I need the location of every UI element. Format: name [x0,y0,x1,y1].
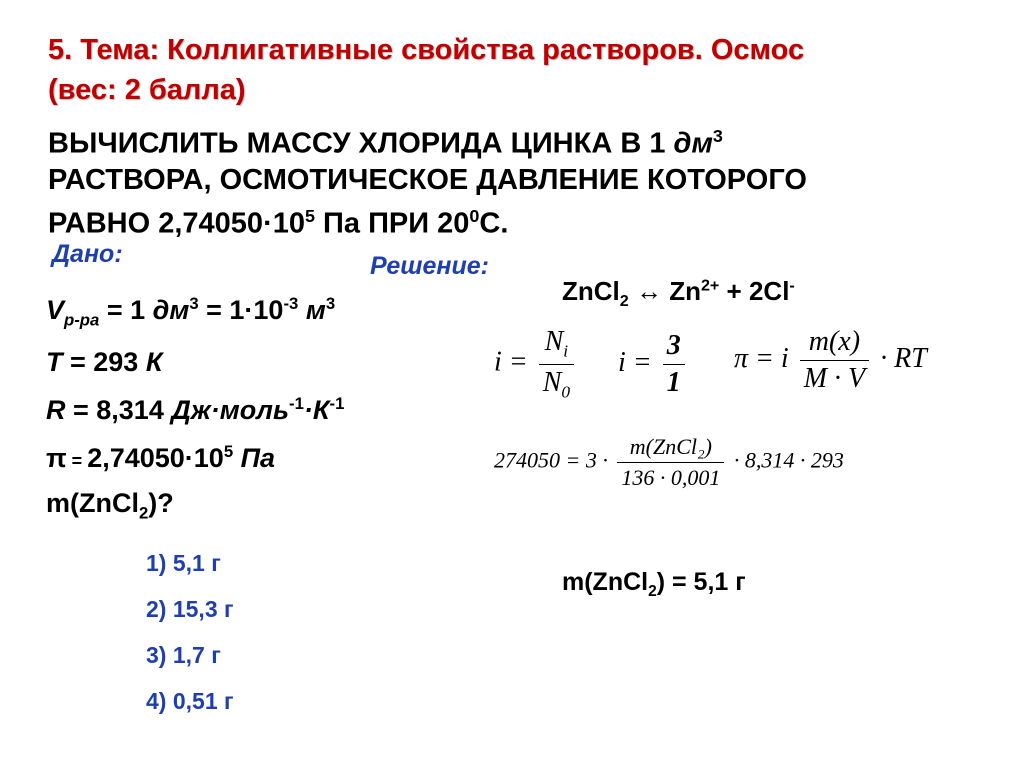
given-text: = 1·10 [198,295,284,325]
solution-label: Решение: [370,252,489,280]
given-sub: р-ра [64,310,100,330]
formula-vant-hoff-ratio [494,326,578,402]
slide-title [48,30,804,110]
fraction-numerator: m(ZnCl₂) [629,434,712,459]
reaction-sup: - [789,276,795,295]
given-sup: -1 [329,394,345,414]
reaction-text: + 2Cl [719,276,790,306]
fraction-numerator: 3 [666,330,681,361]
given-volume [46,286,344,338]
problem-sup: 5 [304,205,315,226]
given-text: = 8,314 [65,395,172,426]
given-sup: 5 [223,442,234,462]
formula-fraction [800,326,869,395]
reaction-text: ZnCl [562,276,620,306]
given-sup: 3 [189,294,199,313]
given-unit: м [305,295,326,325]
formula-lhs: i = [618,346,652,378]
option-2[interactable]: 2) 15,3 г [146,596,234,622]
fraction-denominator: 1 [663,364,685,399]
given-pressure [46,434,344,479]
given-sup: 3 [325,294,336,313]
given-label: Дано: [52,240,123,268]
given-symbol: Т [46,347,63,378]
fraction-sub: i [563,341,569,361]
fraction-numerator [541,326,573,364]
fraction-denominator: M · V [800,360,869,395]
given-text: = 1 [99,295,153,325]
fraction-denominator [539,364,574,403]
dissociation-equation [562,276,795,311]
option-3[interactable]: 3) 1,7 г [146,642,221,668]
formula-osmotic-pressure [734,326,927,395]
reaction-sub: 2 [619,292,629,311]
answer-text: m(ZnCl [562,568,649,596]
given-text: = 293 [62,347,146,378]
formula-substitution [494,434,844,491]
problem-text: ВЫЧИСЛИТЬ МАССУ ХЛОРИДА ЦИНКА В 1 [48,127,674,160]
option-1[interactable]: 1) 5,1 г [146,550,221,576]
fraction-text: N [542,366,562,398]
fraction-sub: 0 [561,382,571,402]
given-unit: ·К [303,395,330,426]
reaction-text: Zn [669,276,701,306]
formula-lhs: 274050 = 3 · [494,447,608,473]
formula-rhs: · 8,314 · 293 [733,447,844,473]
given-unit: К [145,347,163,378]
fraction-text: N [544,326,564,357]
problem-text: РАВНО 2,74050·10 [48,207,305,240]
title-line-1: 5. Тема: Коллигативные свойства растворов. Осмос [48,34,805,66]
given-temperature [46,344,344,380]
given-sup: -3 [283,294,299,313]
problem-line-2: РАСТВОРА, ОСМОТИЧЕСКОЕ ДАВЛЕНИЕ КОТОРОГО [48,163,807,196]
formula-fraction [617,434,724,491]
problem-text: С. [479,207,509,240]
reaction-arrow: ↔ [628,276,670,306]
given-symbol: R [46,395,66,426]
given-gas-constant [46,386,344,428]
formula-lhs: π = i [734,342,789,374]
given-symbol: π [46,443,67,474]
given-unit: Дж·моль [171,395,290,426]
problem-line-3 [48,198,807,242]
given-text: m(ZnCl [46,488,139,519]
given-text: )? [148,488,174,519]
reaction-sup: 2+ [700,276,720,295]
problem-statement [48,118,807,241]
given-text: 2,74050·10 [87,443,224,474]
given-text: = [66,451,88,472]
answer [562,568,746,601]
problem-sup: 3 [712,126,723,146]
given-sup: -1 [289,394,304,414]
given-symbol: V [46,295,65,325]
formula-fraction [539,326,574,402]
problem-text: Па ПРИ 20 [314,207,470,240]
title-line-2: (вес: 2 балла) [48,74,246,106]
given-unknown [46,485,344,531]
formula-i-value [618,330,689,399]
answer-sub: 2 [648,583,657,600]
given-block [46,286,344,532]
given-sub: 2 [138,503,149,523]
option-4[interactable]: 4) 0,51 г [146,688,234,714]
fraction-denominator: 136 · 0,001 [617,462,724,491]
problem-unit: дм [673,127,713,160]
given-unit: Па [240,443,276,474]
formula-rhs: · RT [880,342,927,374]
answer-text: ) = 5,1 г [656,568,746,596]
fraction-numerator: m(x) [808,326,861,357]
formula-lhs: i = [494,346,528,378]
problem-line-1 [48,118,807,162]
given-unit: дм [152,295,190,325]
formula-fraction [663,330,685,399]
problem-sup: 0 [469,205,480,226]
